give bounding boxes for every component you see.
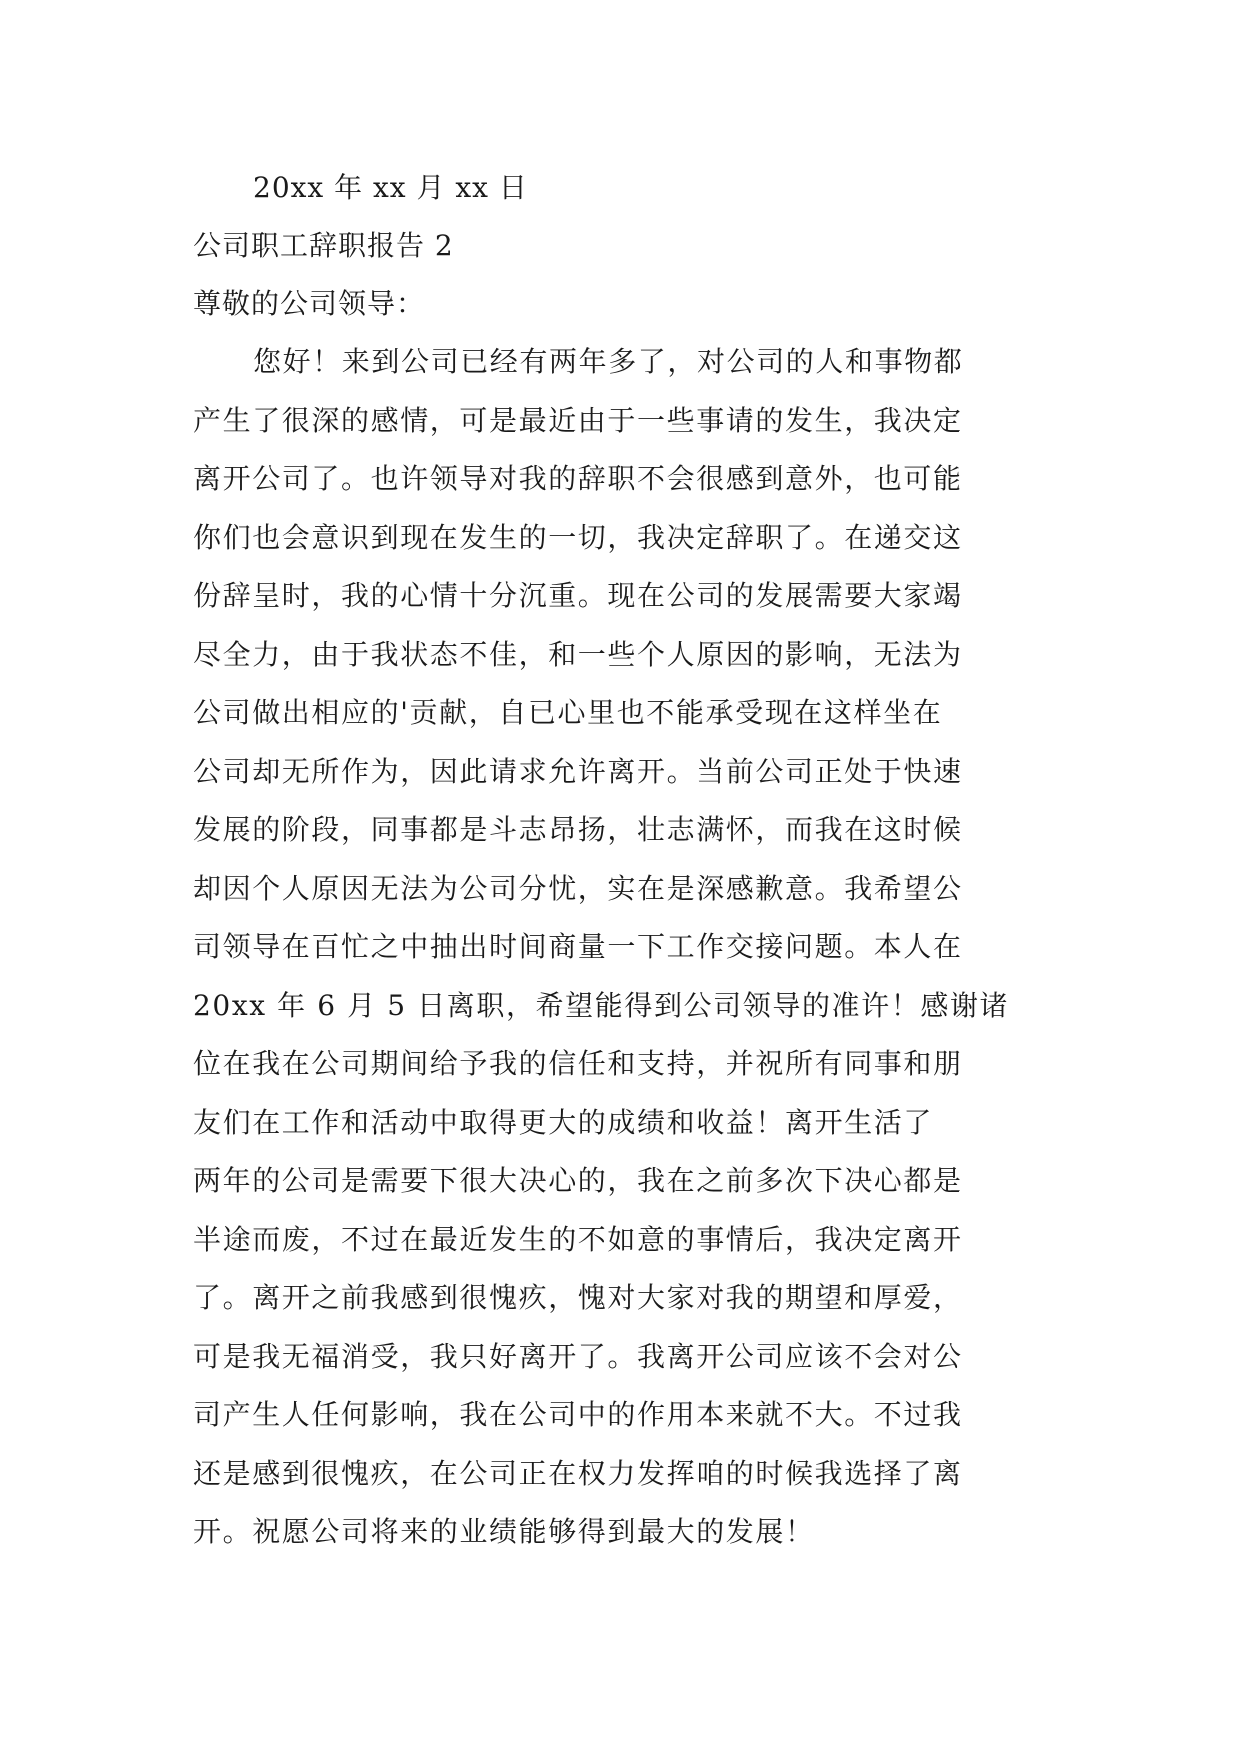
body-line: 还是感到很愧疚，在公司正在权力发挥咱的时候我选择了离 — [193, 1456, 963, 1490]
body-line: 你们也会意识到现在发生的一切，我决定辞职了。在递交这 — [193, 520, 963, 554]
letter-body — [193, 342, 1053, 1571]
body-line: 20xx 年 6 月 5 日离职，希望能得到公司领导的准许！感谢诸 — [193, 988, 1010, 1022]
body-line: 两年的公司是需要下很大决心的，我在之前多次下决心都是 — [193, 1164, 963, 1197]
body-line: 位在我在公司期间给予我的信任和支持，并祝所有同事和朋 — [193, 1047, 963, 1080]
body-line: 半途而废，不过在最近发生的不如意的事情后，我决定离开 — [193, 1222, 963, 1256]
body-line: 份辞呈时，我的心情十分沉重。现在公司的发展需要大家竭 — [193, 579, 963, 612]
body-line: 产生了很深的感情，可是最近由于一些事请的发生，我决定 — [193, 403, 963, 437]
date-line: 20xx 年 xx 月 xx 日 — [253, 171, 528, 204]
body-line: 司产生人任何影响，我在公司中的作用本来就不大。不过我 — [193, 1398, 963, 1431]
body-line: 友们在工作和活动中取得更大的成绩和收益！离开生活了 — [193, 1105, 934, 1139]
body-line: 司领导在百忙之中抽出时间商量一下工作交接问题。本人在 — [193, 930, 963, 963]
body-line: 公司却无所作为，因此请求允许离开。当前公司正处于快速 — [193, 754, 963, 788]
body-line: 可是我无福消受，我只好离开了。我离开公司应该不会对公 — [193, 1339, 963, 1373]
body-line: 公司做出相应的'贡献，自已心里也不能承受现在这样坐在 — [193, 696, 943, 729]
body-line: 离开公司了。也许领导对我的辞职不会很感到意外，也可能 — [193, 462, 963, 495]
body-line: 了。离开之前我感到很愧疚，愧对大家对我的期望和厚爱， — [193, 1281, 963, 1314]
body-line: 发展的阶段，同事都是斗志昂扬，壮志满怀，而我在这时候 — [193, 813, 963, 846]
body-line: 开。祝愿公司将来的业绩能够得到最大的发展！ — [193, 1515, 815, 1548]
body-line: 尽全力，由于我状态不佳，和一些个人原因的影响，无法为 — [193, 637, 963, 671]
salutation: 尊敬的公司领导： — [193, 287, 426, 320]
body-line: 却因个人原因无法为公司分忧，实在是深感歉意。我希望公 — [193, 871, 963, 905]
body-line: 您好！来到公司已经有两年多了，对公司的人和事物都 — [253, 345, 964, 378]
document-title: 公司职工辞职报告 2 — [193, 229, 454, 262]
